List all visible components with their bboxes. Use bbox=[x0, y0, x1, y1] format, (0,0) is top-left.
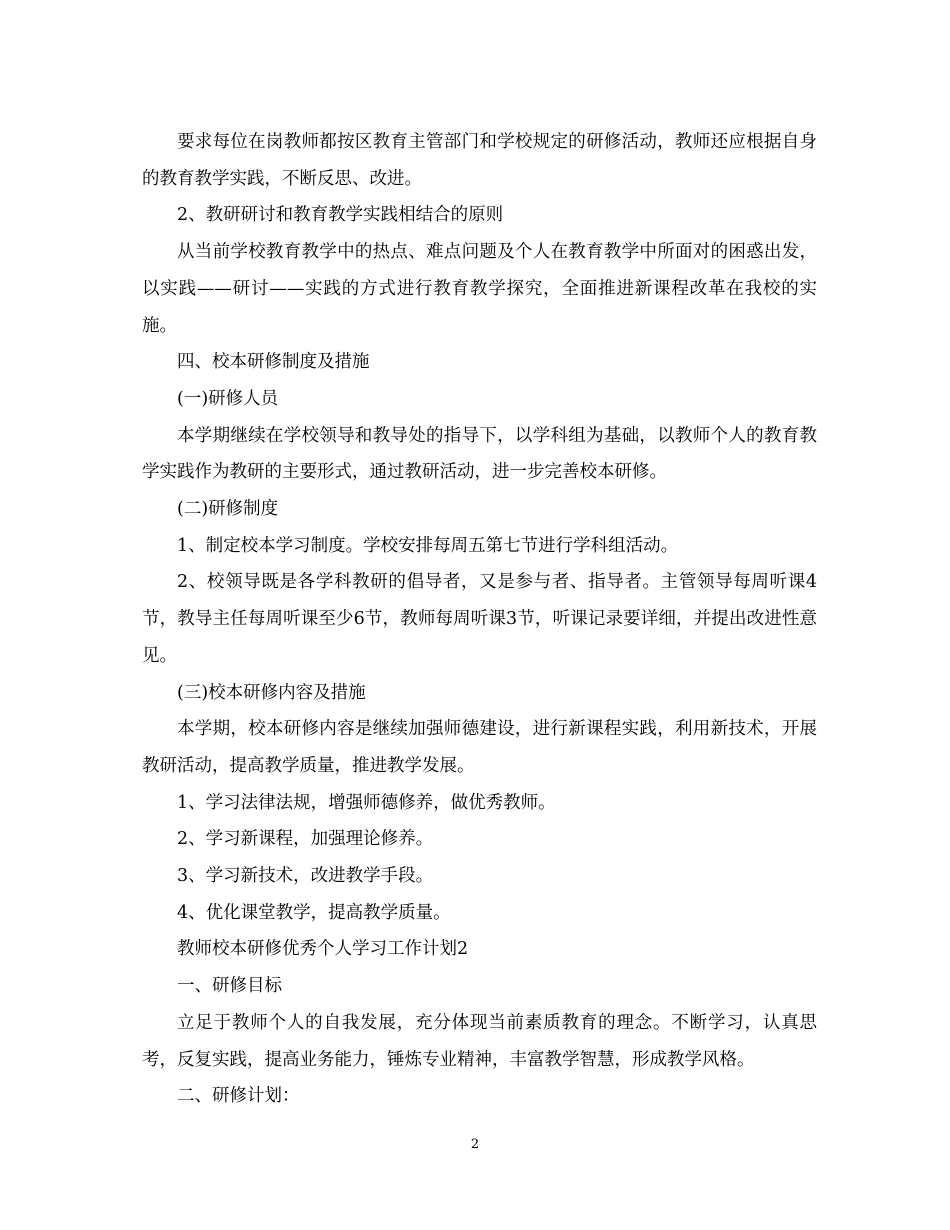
paragraph-9: 2、校领导既是各学科教研的倡导者，又是参与者、指导者。主管领导每周听课4节，教导主任每周听课至少6节，教师每周听课3节，听课记录要详细，并提出改进性意见。 bbox=[142, 572, 817, 666]
section-heading-4: 四、校本研修制度及措施 bbox=[177, 352, 370, 373]
paragraph-18: 立足于教师个人的自我发展，充分体现当前素质教育的理念。不断学习，认真思考，反复实践，提高业务能力，锤炼专业精神，丰富教学智慧，形成教学风格。 bbox=[142, 1012, 817, 1070]
list-item-4: 4、优化课堂教学，提高教学质量。 bbox=[177, 902, 451, 923]
document-subtitle: 教师校本研修优秀个人学习工作计划2 bbox=[177, 939, 469, 960]
subheading-personnel: (一)研修人员 bbox=[177, 388, 279, 409]
paragraph-11: 本学期，校本研修内容是继续加强师德建设，进行新课程实践，利用新技术，开展教研活动，提高教学质量，推进教学发展。 bbox=[142, 719, 817, 776]
list-item-1: 1、学习法律法规，增强师德修养，做优秀教师。 bbox=[177, 792, 556, 813]
paragraph-6: 本学期继续在学校领导和教导处的指导下，以学科组为基础，以教师个人的教育教学实践作为教研的主要形式，通过教研活动，进一步完善校本研修。 bbox=[142, 425, 817, 483]
paragraph-3: 从当前学校教育教学中的热点、难点问题及个人在教育教学中所面对的困惑出发，以实践——研讨——实践的方式进行教育教学探究，全面推进新课程改革在我校的实施。 bbox=[142, 242, 817, 336]
section-heading-plan: 二、研修计划： bbox=[177, 1086, 300, 1107]
subheading-system: (二)研修制度 bbox=[177, 499, 279, 520]
paragraph-2: 2、教研研讨和教育教学实践相结合的原则 bbox=[177, 205, 504, 226]
subheading-content: (三)校本研修内容及措施 bbox=[177, 682, 366, 703]
list-item-2: 2、学习新课程，加强理论修养。 bbox=[177, 829, 434, 850]
section-heading-goals: 一、研修目标 bbox=[177, 976, 282, 997]
document-body bbox=[142, 124, 817, 1115]
paragraph-8: 1、制定校本学习制度。学校安排每周五第七节进行学科组活动。 bbox=[177, 535, 679, 556]
paragraph-1: 要求每位在岗教师都按区教育主管部门和学校规定的研修活动，教师还应根据自身的教育教学实践，不断反思、改进。 bbox=[142, 132, 817, 189]
list-item-3: 3、学习新技术，改进教学手段。 bbox=[177, 866, 434, 887]
page-number: 2 bbox=[470, 1137, 480, 1152]
